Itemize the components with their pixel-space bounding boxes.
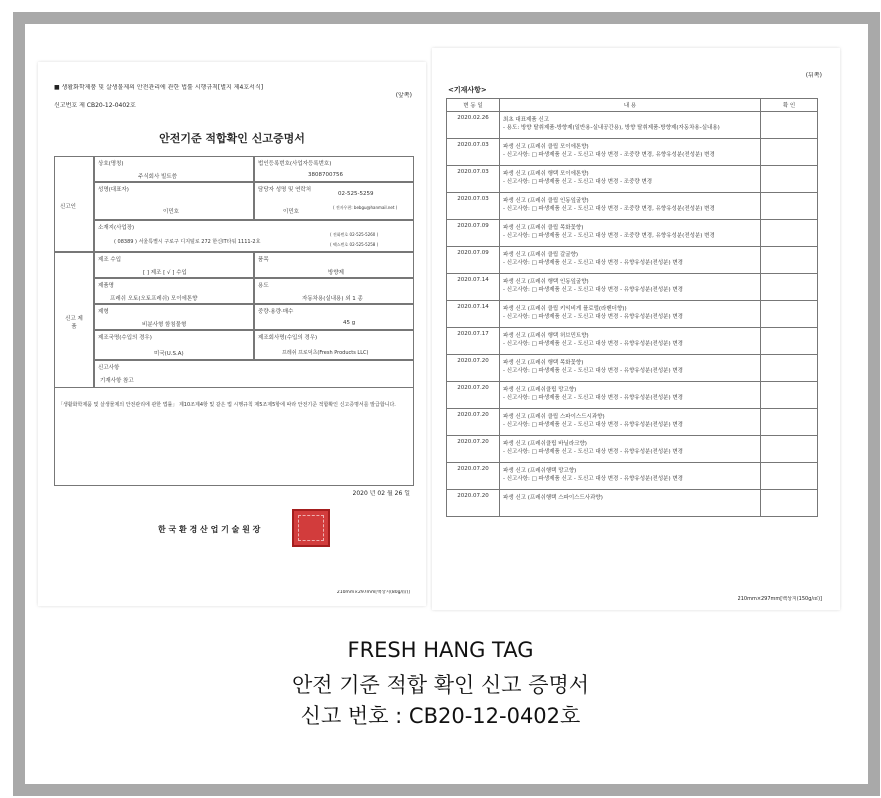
history-content (500, 463, 761, 490)
history-date: 2020.07.20 (447, 409, 500, 436)
history-title: 파생 신고 (프레쉬클립 바닐라크향) (503, 441, 587, 447)
history-content (500, 274, 761, 301)
history-date: 2020.07.17 (447, 328, 500, 355)
history-title: 파생 신고 (프레쉬행택 스파이스드사과향) (503, 495, 603, 501)
history-title: 파생 신고 (프레쉬 행택 모이에톤향) (503, 171, 589, 177)
history-date: 2020.07.20 (447, 355, 500, 382)
history-confirm (761, 166, 818, 193)
history-title: 파생 신고 (프레쉬 클립 모이에톤향) (503, 144, 589, 150)
history-date: 2020.07.03 (447, 193, 500, 220)
issue-date: 2020 년 02 월 26 일 (352, 490, 410, 497)
history-confirm (761, 139, 818, 166)
history-confirm (761, 193, 818, 220)
history-confirm (761, 220, 818, 247)
history-confirm (761, 463, 818, 490)
history-detail: - 신고사항: □ 파생제품 신고 - 도신고 대상 변경 - 유향유성분(전성분) 변경 (503, 422, 683, 428)
history-detail: - 용도: 방향 탈취제품-방향제(일반용-실내공간용), 방향 탈취제품-방향제(자동차용-실내용) (503, 125, 720, 131)
back-paper-size: 210mm×297mm[백상지(150g/㎡)] (737, 596, 822, 602)
history-content (500, 301, 761, 328)
history-row (447, 355, 818, 382)
history-detail: - 신고사항: □ 파생제품 신고 - 도신고 대상 변경 - 유향유성분(전성분) 변경 (503, 341, 683, 347)
history-confirm (761, 355, 818, 382)
history-content (500, 193, 761, 220)
back-corner-label: (뒤쪽) (805, 72, 822, 79)
caption-certificate-title: 안전 기준 적합 확인 신고 증명서 (291, 673, 590, 697)
history-date: 2020.02.26 (447, 112, 500, 139)
history-row (447, 193, 818, 220)
history-confirm (761, 112, 818, 139)
history-title: 파생 신고 (프레쉬 행택 인동잎굴향) (503, 279, 589, 285)
history-date: 2020.07.03 (447, 166, 500, 193)
col-confirm: 확 인 (761, 99, 818, 112)
history-content (500, 490, 761, 517)
history-date: 2020.07.20 (447, 382, 500, 409)
history-detail: - 신고사항: □ 파생제품 신고 - 도신고 대상 변경 - 유향유성분(전성분) 변경 (503, 476, 683, 482)
history-confirm (761, 301, 818, 328)
weight-value: 45 g (343, 320, 356, 326)
history-date: 2020.07.14 (447, 301, 500, 328)
company-label: 상호(명칭) (98, 161, 124, 167)
history-confirm (761, 274, 818, 301)
history-row (447, 490, 818, 517)
history-detail: - 신고사항: □ 파생제품 신고 - 도신고 대상 변경 - 유향유성분(전성분) 변경 (503, 449, 683, 455)
history-content (500, 328, 761, 355)
history-title: 파생 신고 (프레쉬 행택 허브민트향) (503, 333, 589, 339)
history-row (447, 382, 818, 409)
manager-phone: 02-525-5259 (338, 191, 374, 197)
history-table (446, 98, 818, 517)
history-row (447, 301, 818, 328)
notes-label: 신고사항 (98, 365, 120, 371)
history-date: 2020.07.20 (447, 463, 500, 490)
address-phone: ( 전화번호 02-525-5260 ) (330, 232, 379, 237)
history-content (500, 247, 761, 274)
history-row (447, 409, 818, 436)
history-row (447, 436, 818, 463)
usage-label: 용도 (258, 283, 269, 289)
product-value: 프레쉬 오토(오토프레쉬) 모이에톤향 (110, 296, 198, 302)
weight-label: 중량·용량·매수 (258, 309, 294, 315)
history-row (447, 463, 818, 490)
history-confirm (761, 490, 818, 517)
bizno-label: 법인등록번호(사업자등록번호) (258, 161, 332, 167)
col-content: 내 용 (500, 99, 761, 112)
history-detail: - 신고사항: □ 파생제품 신고 - 도신고 대상 변경 - 조중량 변경, 유향유성분(전성분) 변경 (503, 233, 715, 239)
caption-product-name: FRESH HANG TAG (347, 638, 534, 662)
history-confirm (761, 247, 818, 274)
issuer-name: 한 국 환 경 산 업 기 술 원 장 (158, 525, 261, 534)
history-content (500, 166, 761, 193)
history-content (500, 409, 761, 436)
history-detail: - 신고사항: □ 파생제품 신고 - 도신고 대상 변경 - 유향유성분(전성분) 변경 (503, 287, 683, 293)
history-detail: - 신고사항: □ 파생제품 신고 - 도신고 대상 변경 - 유향유성분(전성분) 변경 (503, 395, 683, 401)
item-label: 품목 (258, 257, 269, 263)
manager-label: 담당자 성명 및 연락처 (258, 187, 312, 193)
history-detail: - 신고사항: □ 파생제품 신고 - 도신고 대상 변경 - 조중량 변경 (503, 179, 653, 185)
notes-cell (94, 360, 414, 388)
history-title: 파생 신고 (프레쉬 클립 키익비게 플로럴(라벤더향)) (503, 306, 627, 312)
caption-report-number: 신고 번호 : CB20-12-0402호 (300, 704, 581, 728)
history-title: 파생 신고 (프레쉬 행택 목화꽃향) (503, 360, 584, 366)
history-row (447, 328, 818, 355)
form-value: 비분사형 함침물형 (142, 322, 187, 328)
address-label: 소재지(사업장) (98, 225, 135, 231)
history-confirm (761, 409, 818, 436)
official-seal (292, 509, 330, 547)
history-content (500, 220, 761, 247)
history-confirm (761, 382, 818, 409)
history-date: 2020.07.14 (447, 274, 500, 301)
manager-email: ( 전자우편: bebgu@hanmail.net ) (333, 205, 398, 210)
manager-name: 이민호 (283, 209, 299, 215)
item-value: 방향제 (328, 270, 344, 276)
history-row (447, 112, 818, 139)
front-paper-size: 210mm×297mm[백상지(80g/㎡)] (336, 590, 410, 595)
mfg-value: [ ] 제조 [ √ ] 수입 (143, 270, 187, 276)
history-detail: - 신고사항: □ 파생제품 신고 - 도신고 대상 변경 - 유향유성분(전성분) 변경 (503, 260, 683, 266)
usage-value: 자동차용(실내용) 외 1 종 (302, 296, 363, 302)
law-header: ■ 생활화학제품 및 살생물제의 안전관리에 관한 법률 시행규칙[별지 제4호서식] (54, 84, 264, 91)
mfg-label: 제조 수입 (98, 257, 122, 263)
origin-label: 제조국명(수입의 경우) (98, 335, 152, 341)
address-value: ( 08389 ) 서울특별시 구로구 디지털로 272 한신IT타워 1111-2호 (114, 239, 261, 245)
history-title: 최초 대표제품 신고 (503, 117, 550, 123)
issuance-statement: 「생활화학제품 및 살생물제의 안전관리에 관한 법률」 제10조제4항 및 같은 법 시행규칙 제5조제5항에 따라 안전기준 적합확인 신고증명서를 발급합니다. (58, 402, 396, 408)
history-detail: - 신고사항: □ 파생제품 신고 - 도신고 대상 변경 - 유향유성분(전성분) 변경 (503, 368, 683, 374)
company-value: 주식회사 빌트씀 (138, 174, 177, 180)
notes-heading: <기재사항> (448, 86, 487, 94)
report-number: 신고번호 제 CB20-12-0402호 (54, 102, 136, 109)
maker-label: 제조회사명(수입의 경우) (258, 335, 318, 341)
history-content (500, 436, 761, 463)
front-corner-label: (앞쪽) (395, 92, 412, 99)
history-confirm (761, 436, 818, 463)
origin-value: 미국(U.S.A) (154, 351, 184, 357)
history-title: 파생 신고 (프레쉬클립 망고향) (503, 387, 577, 393)
history-row (447, 166, 818, 193)
product-label: 제품명 (98, 283, 114, 289)
bizno-value: 3808700756 (308, 172, 343, 178)
history-detail: - 신고사항: □ 파생제품 신고 - 도신고 대상 변경 - 조중량 변경, 유향유성분(전성분) 변경 (503, 206, 715, 212)
history-title: 파생 신고 (프레쉬행택 망고향) (503, 468, 577, 474)
history-content (500, 355, 761, 382)
ceo-label: 성명(대표자) (98, 187, 129, 193)
ceo-value: 이민호 (163, 209, 179, 215)
history-detail: - 신고사항: □ 파생제품 신고 - 도신고 대상 변경 - 유향유성분(전성분) 변경 (503, 314, 683, 320)
address-fax: ( 팩스번호 02-525-5258 ) (330, 242, 379, 247)
certificate-front-page (38, 62, 426, 606)
history-title: 파생 신고 (프레쉬 클립 갈굴향) (503, 252, 579, 258)
history-content (500, 382, 761, 409)
form-label: 제형 (98, 309, 109, 315)
history-date: 2020.07.09 (447, 220, 500, 247)
history-confirm (761, 328, 818, 355)
history-detail: - 신고사항: □ 파생제품 신고 - 도신고 대상 변경 - 조중량 변경, 유향유성분(전성분) 변경 (503, 152, 715, 158)
history-date: 2020.07.09 (447, 247, 500, 274)
history-content (500, 139, 761, 166)
history-row (447, 139, 818, 166)
col-date: 변 동 일 (447, 99, 500, 112)
history-content (500, 112, 761, 139)
reporter-section-label: 신고인 (60, 204, 76, 210)
history-row (447, 220, 818, 247)
history-date: 2020.07.20 (447, 436, 500, 463)
history-date: 2020.07.03 (447, 139, 500, 166)
history-row (447, 247, 818, 274)
history-title: 파생 신고 (프레쉬 클립 인동잎굴향) (503, 198, 589, 204)
notes-value: 기재사항 참고 (100, 378, 134, 384)
history-title: 파생 신고 (프레쉬 클립 스파이스드시과향) (503, 414, 605, 420)
certificate-title: 안전기준 적합확인 신고증명서 (159, 132, 305, 145)
history-title: 파생 신고 (프레쉬 클립 목화꽃향) (503, 225, 584, 231)
maker-value: 프레쉬 프로덕츠(Fresh Products LLC) (282, 350, 369, 356)
history-header-row (447, 99, 818, 112)
certificate-back-page (432, 48, 840, 610)
product-section-label: 신고 제품 (65, 316, 83, 330)
history-row (447, 274, 818, 301)
history-date: 2020.07.20 (447, 490, 500, 517)
